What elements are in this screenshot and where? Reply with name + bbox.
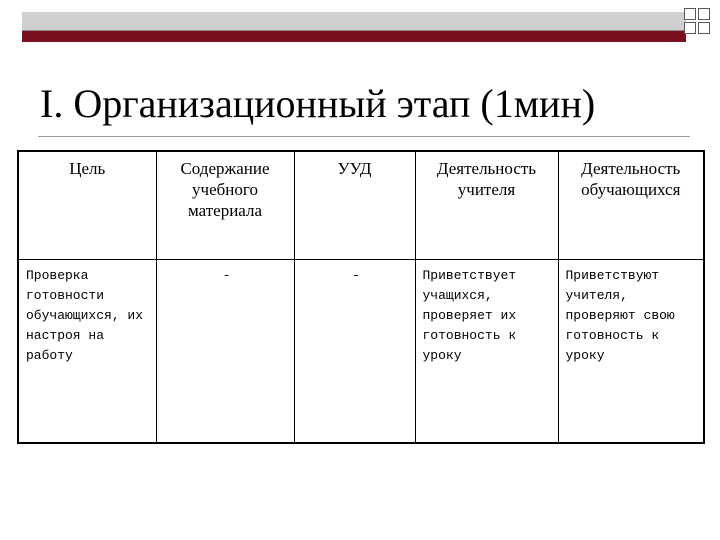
cell-goal: Проверка готовности обучающихся, их настроя на работу — [18, 260, 156, 444]
header-student-activity: Деятельность обучающихся — [558, 151, 704, 260]
decor-square — [684, 8, 696, 20]
decor-squares-icon — [684, 8, 710, 38]
header-decor-bar — [22, 12, 686, 42]
decor-square — [684, 22, 696, 34]
slide-title: I. Организационный этап (1мин) — [40, 81, 596, 126]
cell-uud: - — [294, 260, 415, 444]
header-uud: УУД — [294, 151, 415, 260]
table-row — [18, 260, 704, 444]
cell-content: - — [156, 260, 294, 444]
header-decor-gray-strip — [22, 12, 686, 31]
decor-square — [698, 8, 710, 20]
header-content: Содержание учебного материала — [156, 151, 294, 260]
cell-teacher-activity: Приветствует учащихся, проверяет их готовность к уроку — [415, 260, 558, 444]
lesson-plan-table — [17, 150, 705, 444]
decor-square — [698, 22, 710, 34]
table-header-row — [18, 151, 704, 260]
title-divider — [38, 136, 690, 137]
header-teacher-activity: Деятельность учителя — [415, 151, 558, 260]
cell-student-activity: Приветствуют учителя, проверяют свою готовность к уроку — [558, 260, 704, 444]
header-goal: Цель — [18, 151, 156, 260]
